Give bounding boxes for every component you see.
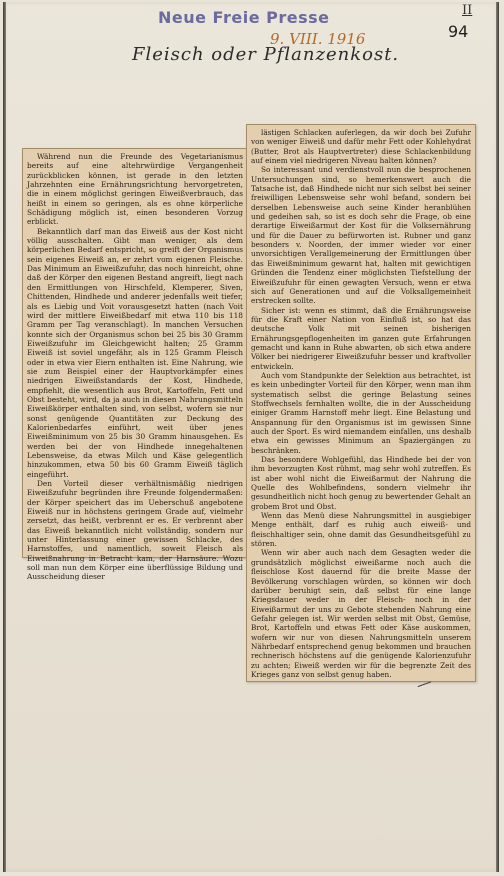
sheet-right-edge bbox=[496, 2, 499, 872]
left-paragraph-2: Bekanntlich darf man das Eiweiß aus der Kost nicht völlig ausschalten. Gibt man weniger, als dem körperlichen Bedarf entspricht, so greift der Organismus sein eigenes Eiweiß an, er zehrt vom eigenen Fleische. Das Minimum an Eiweißzufuhr, das noch hinreicht, ohne daß der Körper den eigenen Bestand angreift, liegt nach den Ermittlungen von Hirschfeld, Klemperer, Siven, Chittenden, Hindhede und anderer jedenfalls weit tiefer, als es Liebig und Voit vorausgesetzt hatten (nach Voit wird der mittlere Eiweißbedarf mit etwa 110 bis 118 Gramm per Tag veranschlagt). In manchen Versuchen konnte sich der Organismus schon bei 25 bis 30 Gramm Eiweißzufuhr im Gleichgewicht halten; 25 Gramm Eiweiß ist soviel ungefähr, als in 125 Gramm Fleisch oder in etwa vier Eiern enthalten ist. Eine Nahrung, wie sie zum Beispiel einer der Hauptvorkämpfer eines niedrigen Eiweißstandards der Kost, Hindhede, empfiehlt, die wesentlich aus Brot, Kartoffeln, Fett und Obst besteht, wird, da ja auch in diesen Nahrungsmitteln Eiweißkörper enthalten sind, von selbst, wofern sie nur sonst genügende Quantitäten zur Deckung des Kalorienbedarfes einführt, weit über jenes Eiweißminimum von 25 bis 30 Gramm hinausgehen. Es werden bei der von Hindhede innegehaltenen Lebensweise, da etwas Milch und Käse gelegentlich hinzukommen, etwa 50 bis 60 Gramm Eiweiß täglich eingeführt. bbox=[27, 226, 243, 479]
newspaper-stamp: Neue Freie Presse bbox=[158, 8, 330, 27]
right-paragraph-7: Wenn wir aber auch nach dem Gesagten weder die grundsätzlich möglichst eiweißarme noch auch die fleischlose Kost dauernd für die breite Masse der Bevölkerung vorschlagen würden, so können wir doch darüber beruhigt sein, daß selbst für eine lange Kriegsdauer weder in der Fleisch- noch in der Eiweißarmut der uns zu Gebote stehenden Nahrung eine Gefahr gelegen ist. Wir werden selbst mit Obst, Gemüse, Brot, Kartoffeln und etwas Fett oder Käse auskommen, wofern wir nur von diesen Nahrungsmitteln unserem Nährbedarf entsprechend genug bekommen und brauchen rechnerisch höchstens auf die genügende Kalorienzufuhr zu achten; Eiweiß werden wir für die begrenzte Zeit des Krieges ganz von selbst genug haben. bbox=[251, 548, 471, 679]
handwritten-date: 9. VIII. 1916 bbox=[270, 30, 366, 48]
right-paragraph-5: Das besondere Wohlgefühl, das Hindhede bei der von ihm bevorzugten Kost rühmt, mag sehr wohl zutreffen. Es ist aber wohl nicht die Eiweißarmut der Nahrung die Quelle des Wohlbefindens, sondern vielmehr ihr gesundheitlich nicht hoch genug zu bewertender Gehalt an grobem Brot und Obst. bbox=[251, 455, 471, 511]
clipping-right-column bbox=[246, 124, 476, 682]
left-paragraph-3: Den Vorteil dieser verhältnismäßig niedrigen Eiweißzufuhr begründen ihre Freunde folgendermaßen: der Körper speichert das im Ueberschuß angebotene Eiweiß nur in höchstens geringem Grade auf, vielmehr zersetzt, das heißt, verbrennt er es. Er verbrennt aber das Eiweiß bekanntlich nicht vollständig, sondern nur unter Hinterlassung einer gewissen Schlacke, des Harnstoffes, und namentlich, soweit Fleisch als Eiweißnahrung in Betracht kam, der Harnsäure. Wozu soll man nun dem Körper eine überflüssige Bildung und Ausscheidung dieser bbox=[27, 479, 243, 582]
right-column-text bbox=[251, 128, 471, 678]
right-paragraph-3: Sicher ist: wenn es stimmt, daß die Ernährungsweise für die Kraft einer Nation von Einfluß ist, so hat das deutsche Volk mit seinen bisherigen Ernährungsgepflogenheiten im ganzen gute Erfahrungen gemacht und kann in Ruhe abwarten, ob sich etwa andere Völker bei niedrigerer Eiweißzufuhr besser und kraftvoller entwickeln. bbox=[251, 305, 471, 371]
left-paragraph-1: Während nun die Freunde des Vegetarianismus bereits auf eine altehrwürdige Vergangenheit zurückblicken können, ist gerade in den letzten Jahrzehnten eine Ernährungsrichtung hervorgetreten, die in einem möglichst geringen Eiweißverbrauch, das heißt in einem so geringen, als es ohne körperliche Schädigung möglich ist, einen besonderen Vorzug erblickt. bbox=[27, 152, 243, 227]
left-column-text bbox=[27, 152, 243, 582]
right-paragraph-6: Wenn das Menü diese Nahrungsmittel in ausgiebiger Menge enthält, darf es ruhig auch eiweiß- und fleischhaltiger sein, ohne damit das Gesundheitsgefühl zu stören. bbox=[251, 511, 471, 549]
clipping-left-column bbox=[22, 148, 248, 582]
roman-numeral-mark: II bbox=[462, 3, 473, 18]
sheet-left-edge bbox=[3, 2, 6, 872]
handwritten-title: Fleisch oder Pflanzenkost. bbox=[132, 44, 400, 65]
right-paragraph-2: So interessant und verdienstvoll nun die besprochenen Untersuchungen sind, so bemerkenswert auch die Tatsache ist, daß Hindhede nicht nur sich selbst bei seiner freiwilligen Lebensweise sehr wohl befand, sondern bei derselben Lebensweise auch seine Kinder heranblühen und gedeihen sah, so ist es doch sehr die Frage, ob eine derartige Eiweißarmut der Kost für die Volksernährung und für die Dauer zu befürworten ist. Rubner und ganz besonders v. Noorden, der immer wieder vor einer unvorsichtigen Verallgemeinerung der Ermittlungen über das Eiweißminimum gewarnt hat, halten mit gewichtigen Gründen die Tendenz einer möglichsten Tiefstellung der Eiweißzufuhr für einen gewagten Versuch, wenn er etwa sich auf Generationen und auf die Volksallgemeinheit erstrecken sollte. bbox=[251, 165, 471, 306]
right-paragraph-1: lästigen Schlacken auferlegen, da wir doch bei Zufuhr von weniger Eiweiß und dafür mehr Fett oder Kohlehydrat (Butter, Brot als Hauptvertreter) diese Schlackenbildung auf einem viel niedrigeren Niveau halten können? bbox=[251, 128, 471, 166]
page-number: 94 bbox=[448, 22, 469, 41]
right-paragraph-4: Auch vom Standpunkte der Selektion aus betrachtet, ist es kein unbedingter Vorteil für den Körper, wenn man ihm systematisch selbst die geringe Belastung seines Stoffwechsels fernhalten wollte, die in der Ausscheidung einiger Gramm Harnstoff mehr liegt. Eine Belastung und Anspannung für den Organismus ist im gewissen Sinne auch der Sport. Es wird niemandem einfallen, uns deshalb etwa ein gewisses Minimum an Spaziergängen zu beschränken. bbox=[251, 370, 471, 455]
